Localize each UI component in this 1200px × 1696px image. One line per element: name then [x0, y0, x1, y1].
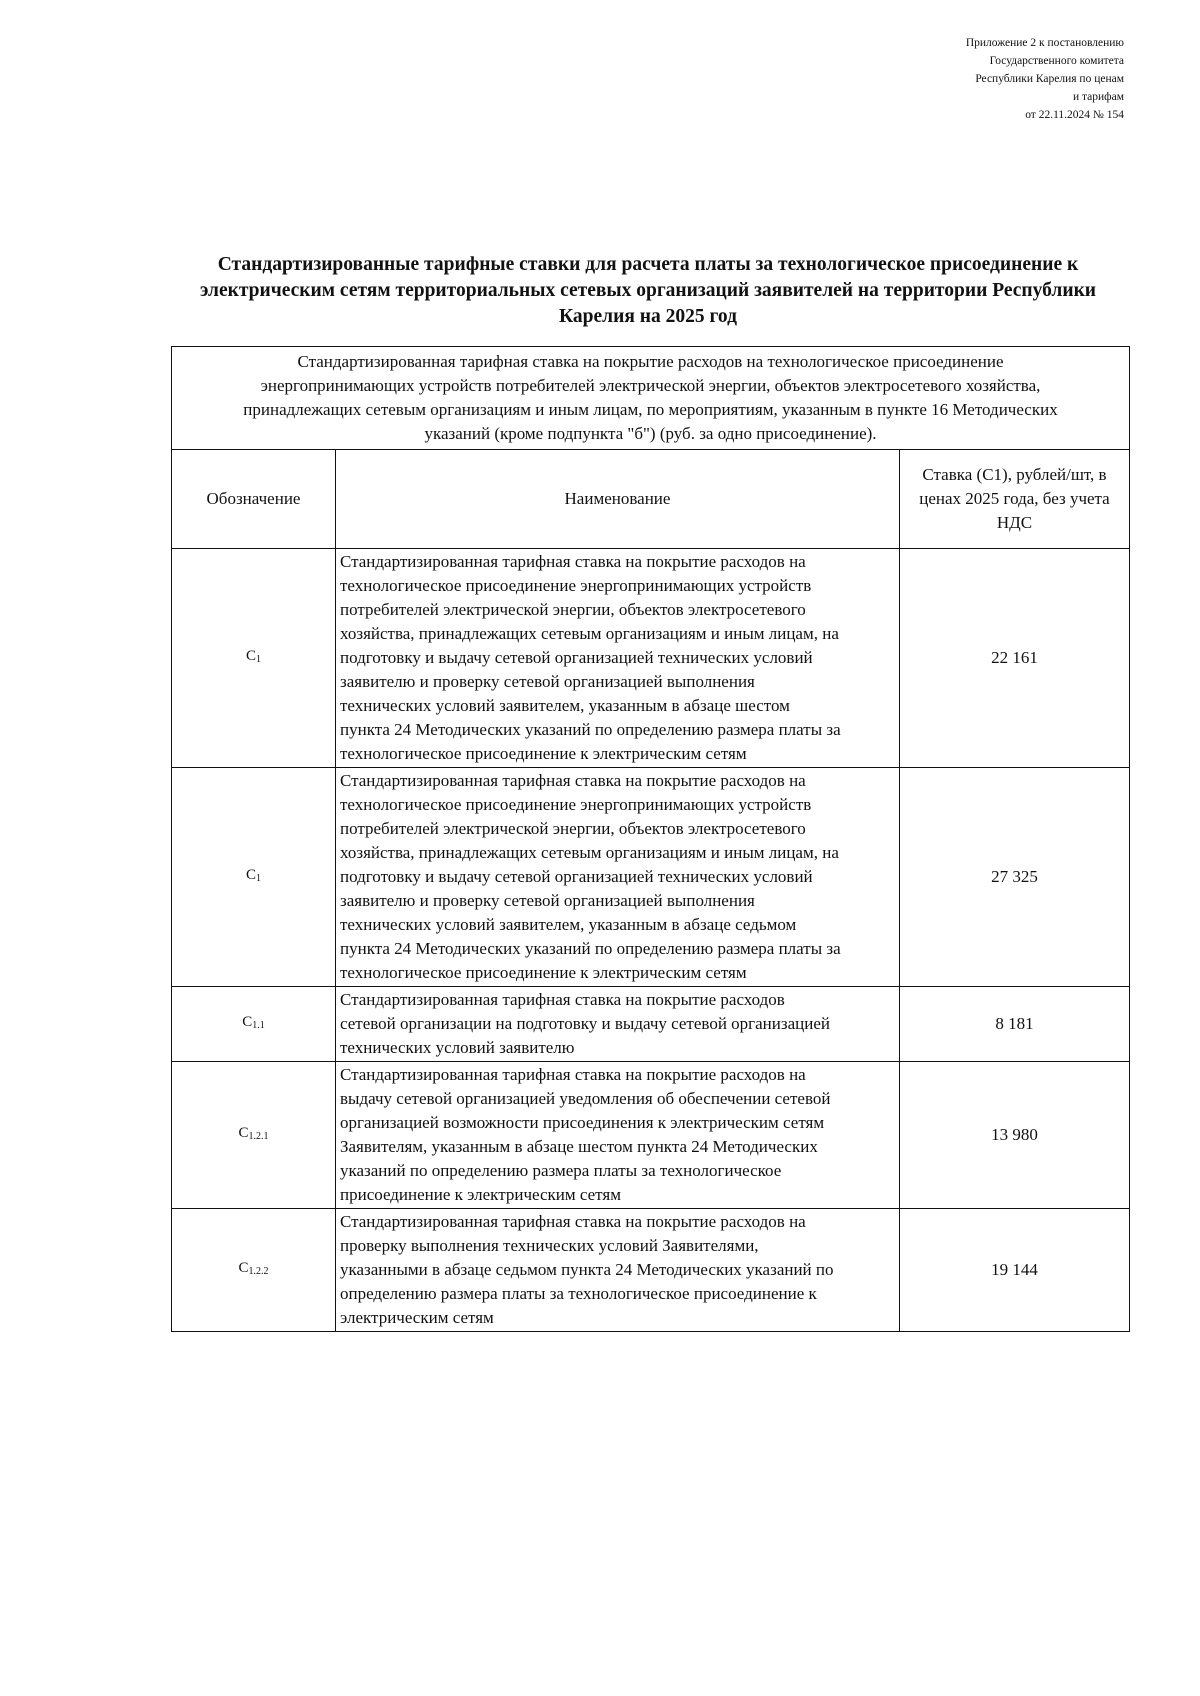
name-line: Стандартизированная тарифная ставка на покрытие расходов на [340, 552, 806, 571]
name-line: технических условий заявителем, указанным в абзаце седьмом [340, 915, 797, 934]
row-rate: 13 980 [900, 1062, 1130, 1209]
name-line: организацией возможности присоединения к электрическим сетям [340, 1113, 825, 1132]
table-row [172, 1062, 1130, 1209]
row-designation [172, 549, 336, 768]
name-line: технологическое присоединение к электрическим сетям [340, 963, 747, 982]
name-line: выдачу сетевой организацией уведомления об обеспечении сетевой [340, 1089, 831, 1108]
name-line: определению размера платы за технологическое присоединение к [340, 1284, 817, 1303]
name-line: сетевой организации на подготовку и выдачу сетевой организацией [340, 1014, 830, 1033]
designation-letter: С [245, 648, 256, 664]
table-row [172, 1209, 1130, 1332]
row-name [336, 1062, 900, 1209]
table-header-row [172, 450, 1130, 549]
document-title [168, 252, 1128, 330]
caption-line: Стандартизированная тарифная ставка на покрытие расходов на технологическое присоединение [297, 352, 1004, 371]
table-caption-row [172, 347, 1130, 450]
name-line: потребителей электрической энергии, объектов электросетевого [340, 600, 806, 619]
name-line: Стандартизированная тарифная ставка на покрытие расходов на [340, 771, 806, 790]
appendix-line: Республики Карелия по ценам [975, 73, 1124, 85]
table-row [172, 549, 1130, 768]
row-rate: 22 161 [900, 549, 1130, 768]
name-line: заявителю и проверку сетевой организацией выполнения [340, 672, 755, 691]
appendix-line: и тарифам [1072, 91, 1124, 103]
name-line: хозяйства, принадлежащих сетевым организациям и иным лицам, на [340, 843, 839, 862]
row-name [336, 1209, 900, 1332]
designation-letter: С [242, 1014, 253, 1030]
name-line: присоединение к электрическим сетям [340, 1185, 621, 1204]
name-line: подготовку и выдачу сетевой организацией технических условий [340, 867, 813, 886]
row-name [336, 987, 900, 1062]
designation-letter: С [245, 867, 256, 883]
name-line: технологическое присоединение к электрическим сетям [340, 744, 747, 763]
name-line: проверку выполнения технических условий Заявителями, [340, 1236, 759, 1255]
row-designation [172, 1062, 336, 1209]
table-row [172, 768, 1130, 987]
header-rate-line: НДС [996, 513, 1033, 532]
header-rate [900, 450, 1130, 549]
appendix-line: Приложение 2 к постановлению [965, 37, 1124, 49]
designation-letter: С [238, 1260, 249, 1276]
designation-index: 1 [256, 654, 261, 665]
name-line: технических условий заявителем, указанным в абзаце шестом [340, 696, 790, 715]
name-line: указаний по определению размера платы за технологическое [340, 1161, 782, 1180]
appendix-line: Государственного комитета [989, 55, 1124, 67]
name-line: хозяйства, принадлежащих сетевым организациям и иным лицам, на [340, 624, 839, 643]
appendix-reference [724, 34, 1124, 124]
name-line: Стандартизированная тарифная ставка на покрытие расходов на [340, 1212, 806, 1231]
name-line: Заявителям, указанным в абзаце шестом пункта 24 Методических [340, 1137, 818, 1156]
name-line: технических условий заявителю [340, 1038, 575, 1057]
title-line: электрическим сетям территориальных сетевых организаций заявителей на территории Республики [199, 280, 1097, 301]
title-line: Карелия на 2025 год [559, 306, 737, 327]
designation-index: 1.2.1 [248, 1131, 269, 1142]
header-rate-line: Ставка (С1), рублей/шт, в [922, 465, 1107, 484]
name-line: электрическим сетям [340, 1308, 494, 1327]
caption-line: указаний (кроме подпункта "б") (руб. за одно присоединение). [424, 424, 877, 443]
table-row [172, 987, 1130, 1062]
row-designation [172, 768, 336, 987]
name-line: заявителю и проверку сетевой организацией выполнения [340, 891, 755, 910]
row-rate: 8 181 [900, 987, 1130, 1062]
caption-line: энергопринимающих устройств потребителей электрической энергии, объектов электросетевого хозяйства, [260, 376, 1041, 395]
name-line: пункта 24 Методических указаний по определению размера платы за [340, 720, 841, 739]
caption-line: принадлежащих сетевым организациям и иным лицам, по мероприятиям, указанным в пункте 16 Методических [243, 400, 1058, 419]
designation-index: 1 [256, 873, 261, 884]
designation-index: 1.2.2 [248, 1266, 269, 1277]
header-designation: Обозначение [172, 450, 336, 549]
name-line: пункта 24 Методических указаний по определению размера платы за [340, 939, 841, 958]
appendix-line: от 22.11.2024 № 154 [1025, 109, 1124, 121]
name-line: Стандартизированная тарифная ставка на покрытие расходов на [340, 1065, 806, 1084]
name-line: технологическое присоединение энергопринимающих устройств [340, 576, 812, 595]
header-rate-line: ценах 2025 года, без учета [919, 489, 1110, 508]
row-rate: 19 144 [900, 1209, 1130, 1332]
name-line: указанными в абзаце седьмом пункта 24 Методических указаний по [340, 1260, 834, 1279]
row-name [336, 549, 900, 768]
row-designation [172, 1209, 336, 1332]
tariff-table [171, 346, 1130, 1332]
row-rate: 27 325 [900, 768, 1130, 987]
name-line: Стандартизированная тарифная ставка на покрытие расходов [340, 990, 785, 1009]
row-designation [172, 987, 336, 1062]
header-name: Наименование [336, 450, 900, 549]
name-line: технологическое присоединение энергопринимающих устройств [340, 795, 812, 814]
designation-letter: С [238, 1125, 249, 1141]
name-line: потребителей электрической энергии, объектов электросетевого [340, 819, 806, 838]
table-caption [172, 347, 1130, 450]
title-line: Стандартизированные тарифные ставки для расчета платы за технологическое присоединение к [217, 254, 1079, 275]
name-line: подготовку и выдачу сетевой организацией технических условий [340, 648, 813, 667]
designation-index: 1.1 [252, 1020, 265, 1031]
row-name [336, 768, 900, 987]
